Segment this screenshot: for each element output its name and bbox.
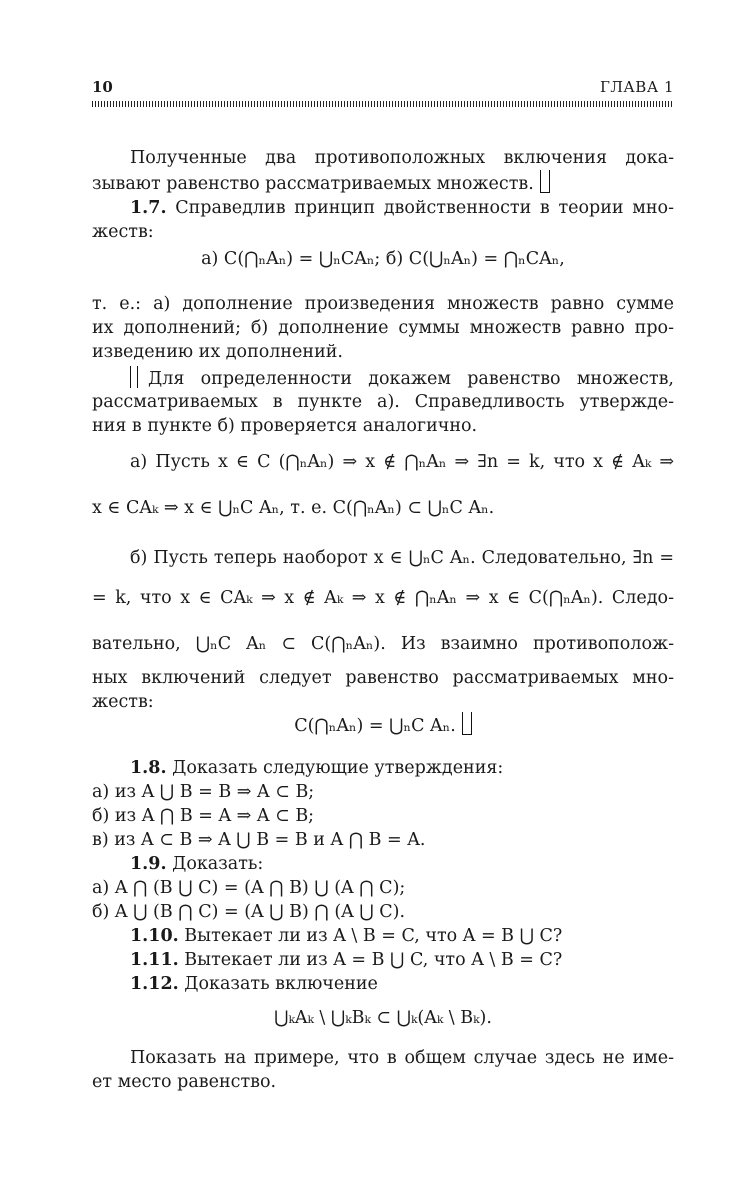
text-line	[92, 924, 674, 948]
text-line	[92, 1046, 674, 1070]
text-line	[92, 756, 674, 780]
text-line	[92, 546, 674, 570]
text-line	[92, 900, 674, 924]
text-line-content: а) C(⋂ₙAₙ) = ⋃ₙCAₙ; б) C(⋃ₙAₙ) = ⋂ₙCAₙ,	[201, 249, 565, 269]
running-header	[92, 78, 674, 100]
text-line	[92, 780, 674, 804]
text-line	[92, 220, 674, 244]
text-line-content: x ∈ CAₖ ⇒ x ∈ ⋃ₙC Aₙ, т. е. C(⋂ₙAₙ) ⊂ ⋃ₙC Aₙ.	[92, 498, 495, 518]
text-line	[92, 852, 674, 876]
text-line	[92, 828, 674, 852]
text-line	[92, 972, 674, 996]
text-line	[92, 316, 674, 340]
text-line	[92, 1070, 674, 1094]
proof-end-mark-icon	[540, 170, 550, 193]
text-line-content: Показать на примере, что в общем случае здесь не име-	[130, 1048, 674, 1068]
text-line-content: = k, что x ∈ CAₖ ⇒ x ∉ Aₖ ⇒ x ∉ ⋂ₙAₙ ⇒ x ∈ C(⋂ₙAₙ). Следо-	[92, 588, 674, 608]
text-line-content: ных включений следует равенство рассматриваемых мно-	[92, 668, 674, 688]
text-line	[92, 340, 674, 364]
header-rule	[92, 101, 674, 107]
text-line	[92, 632, 674, 656]
text-line	[92, 948, 674, 972]
proof-end-mark-icon	[462, 712, 472, 735]
text-line-content: 1.12. Доказать включение	[130, 974, 378, 994]
text-line-content: а) из A ⋃ B = B ⇒ A ⊂ B;	[92, 782, 315, 802]
text-line-content: в) из A ⊂ B ⇒ A ⋃ B = B и A ⋂ B = A.	[92, 830, 426, 850]
text-line	[92, 804, 674, 828]
text-line-content: 1.10. Вытекает ли из A \ B = C, что A = B ⋃ C?	[130, 926, 563, 946]
text-line-content: б) из A ⋂ B = A ⇒ A ⊂ B;	[92, 806, 315, 826]
text-line-content: рассматриваемых в пункте а). Справедливость утвержде-	[92, 392, 674, 412]
text-line	[92, 196, 674, 220]
text-line-content: вательно, ⋃ₙC Aₙ ⊂ C(⋂ₙAₙ). Из взаимно противополож-	[92, 634, 674, 654]
text-line-content: зывают равенство рассматриваемых множеств.	[92, 174, 534, 194]
text-line	[92, 170, 674, 196]
text-line	[92, 146, 674, 170]
text-line-content: б) A ⋃ (B ⋂ C) = (A ⋃ B) ⋂ (A ⋃ C).	[92, 902, 406, 922]
text-line-content: а) A ⋂ (B ⋃ C) = (A ⋂ B) ⋃ (A ⋂ C);	[92, 878, 406, 898]
text-line	[92, 712, 674, 738]
text-line	[92, 366, 674, 391]
text-line-content: а) Пусть x ∈ C (⋂ₙAₙ) ⇒ x ∉ ⋂ₙAₙ ⇒ ∃n = k, что x ∉ Aₖ ⇒	[130, 452, 674, 472]
text-line-content: жеств:	[92, 692, 154, 712]
text-line-content: 1.7. Справедлив принцип двойственности в теории мно-	[130, 198, 674, 218]
text-line-content: ния в пункте б) проверяется аналогично.	[92, 416, 478, 436]
text-line	[92, 496, 674, 520]
text-line-content: жеств:	[92, 222, 154, 242]
page	[92, 0, 674, 1182]
text-line-content: их дополнений; б) дополнение суммы множеств равно про-	[92, 318, 674, 338]
text-line	[92, 1006, 674, 1030]
text-line-content: C(⋂ₙAₙ) = ⋃ₙC Aₙ.	[294, 716, 456, 736]
text-line-content: ⋃ₖAₖ \ ⋃ₖBₖ ⊂ ⋃ₖ(Aₖ \ Bₖ).	[274, 1008, 492, 1028]
text-line-content: т. е.: а) дополнение произведения множеств равно сумме	[92, 294, 674, 314]
text-line-content: ет место равенство.	[92, 1072, 277, 1092]
page-number: 10	[92, 78, 113, 96]
text-line-content: б) Пусть теперь наоборот x ∈ ⋃ₙC Aₙ. Следовательно, ∃n =	[130, 548, 674, 568]
text-line-content: Для определенности докажем равенство множеств,	[148, 369, 674, 389]
text-line	[92, 666, 674, 690]
text-line-content: 1.11. Вытекает ли из A = B ⋃ C, что A \ B = C?	[130, 950, 563, 970]
text-line	[92, 292, 674, 316]
text-line	[92, 247, 674, 271]
text-line	[92, 390, 674, 414]
text-line-content: изведению их дополнений.	[92, 342, 343, 362]
text-line-content: 1.9. Доказать:	[130, 854, 264, 874]
text-line-content: 1.8. Доказать следующие утверждения:	[130, 758, 504, 778]
text-line	[92, 876, 674, 900]
proof-start-mark-icon	[130, 366, 138, 388]
text-line	[92, 414, 674, 438]
text-line-content: Полученные два противоположных включения дока-	[130, 148, 674, 168]
text-line	[92, 690, 674, 714]
text-line	[92, 450, 674, 474]
text-line	[92, 586, 674, 610]
chapter-title: ГЛАВА 1	[599, 78, 674, 96]
